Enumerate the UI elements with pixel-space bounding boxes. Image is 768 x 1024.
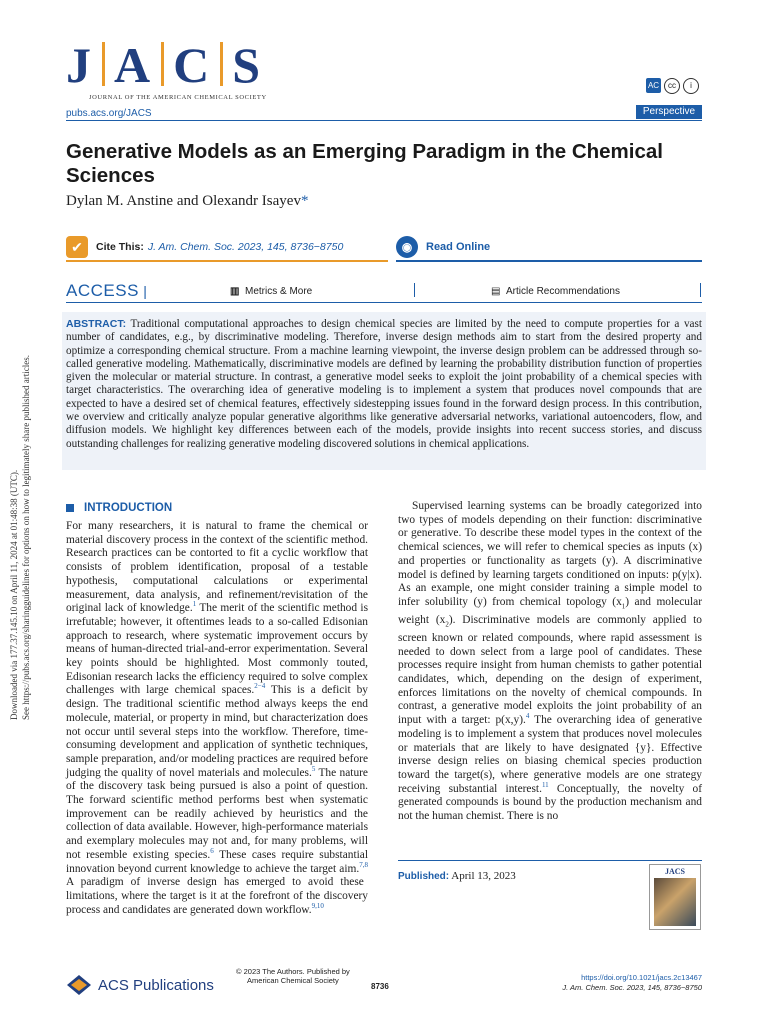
- read-online-button[interactable]: [396, 236, 490, 258]
- access-label: ACCESS |: [66, 281, 148, 300]
- acs-publications-logo[interactable]: [66, 974, 214, 996]
- citation-link[interactable]: 7,8: [359, 860, 368, 869]
- logo-letter: J: [66, 37, 93, 93]
- paragraph-text: This is a deficit by design. The traditional scientific method always keeps the end molecule, material, or property in mind, but characterization does not occur until several steps into the workflow. Therefore, time-consuming development and application of synthetic techniques, sample preparation, and/or modeling practices are required before judging the quality of novel materials and molecules.: [66, 684, 368, 779]
- access-divider: [700, 283, 701, 297]
- article-title: Generative Models as an Emerging Paradigm in the Chemical Sciences: [66, 140, 663, 187]
- logo-letter: C: [173, 37, 212, 93]
- citation-link[interactable]: 5: [311, 764, 316, 773]
- cite-this[interactable]: [66, 236, 343, 258]
- read-online-underline: [396, 260, 702, 262]
- access-rule: [66, 302, 702, 303]
- published-info: [398, 870, 516, 882]
- copyright-line: © 2023 The Authors. Published by: [236, 967, 350, 976]
- body-column-1: [66, 520, 368, 917]
- paragraph-text: The merit of the scientific method is irrefutable; however, it oftentimes leads to a so-called Edisonian approach to research, where systematic improvement occurs by means of human-directed trial-and-error experimentation. Several key points should be highlighted. Most commonly touted, Edisonian research lacks the efficiency required to solve complex challenges with large chemical spaces.: [66, 602, 368, 697]
- doi-link[interactable]: https://doi.org/10.1021/jacs.2c13467: [581, 973, 702, 982]
- metrics-button[interactable]: [230, 286, 312, 297]
- cite-reference[interactable]: J. Am. Chem. Soc. 2023, 145, 8736−8750: [147, 241, 344, 253]
- logo-letter: A: [114, 37, 153, 93]
- body-column-2: [398, 500, 702, 824]
- paragraph-text: A paradigm of inverse design has emerged to avoid these limitations, where the target is it at the forefront of the discovery process and candidates are generated down workflow.: [66, 876, 368, 916]
- journal-url-link[interactable]: pubs.acs.org/JACS: [66, 108, 152, 119]
- license-icons: [646, 78, 699, 94]
- acs-hexagon-icon: [66, 974, 92, 996]
- abstract: [66, 318, 702, 451]
- logo-divider: [161, 42, 164, 86]
- section-heading-introduction: [66, 502, 172, 514]
- published-label: Published:: [398, 871, 450, 882]
- paragraph-text: These cases require substantial innovation beyond current knowledge to achieve the target aim.: [66, 848, 368, 875]
- citation-link[interactable]: 6: [210, 847, 214, 856]
- citation-link[interactable]: 11: [541, 780, 549, 789]
- subscript: 2: [445, 620, 449, 629]
- citation-link[interactable]: 4: [525, 712, 530, 721]
- square-bullet-icon: [66, 504, 74, 512]
- download-notice: [8, 300, 32, 720]
- citation-link[interactable]: 2−4: [254, 682, 266, 691]
- download-line: Downloaded via 177.37.145.10 on April 11, 2024 at 01:48:38 (UTC).: [9, 469, 19, 720]
- authors: [66, 193, 308, 210]
- document-icon: ▤: [491, 286, 501, 297]
- cite-underline: [66, 260, 388, 262]
- acs-authorchoice-icon: AC: [646, 78, 661, 93]
- footer-citation: [520, 973, 702, 992]
- page-number: 8736: [371, 982, 389, 991]
- logo-letter: S: [232, 37, 263, 93]
- sharing-line[interactable]: See https://pubs.acs.org/sharingguidelines for options on how to legitimately share published articles.: [21, 354, 31, 720]
- recommendations-button[interactable]: [491, 286, 620, 297]
- author-names: Dylan M. Anstine and Olexandr Isayev: [66, 193, 301, 209]
- published-date: April 13, 2023: [451, 870, 516, 882]
- access-divider: [414, 283, 415, 297]
- corresponding-author-mark[interactable]: *: [300, 193, 309, 209]
- logo-divider: [102, 42, 105, 86]
- metrics-label: Metrics & More: [245, 286, 313, 297]
- paragraph-text: Conceptually, the novelty of generated compounds is bound by the production mechanism and not the human chemist. There is no: [398, 782, 703, 823]
- article-type-badge: Perspective: [636, 105, 702, 119]
- paragraph-text: The nature of the discovery task being pursued is also a point of question. The forward scientific method performs best when systematic improvement can be readily achieved by heuristics and the collection of data available. However, high-performance materials and exemplary molecules may not and, for many problems, will not resemble existing species.: [66, 766, 368, 861]
- read-online-label: Read Online: [426, 241, 491, 253]
- copyright: [236, 967, 350, 985]
- bar-chart-icon: ▥: [230, 286, 240, 297]
- journal-cover-thumbnail[interactable]: [649, 864, 701, 930]
- abstract-text: Traditional computational approaches to design chemical species are limited by the need to compute properties for a vast number of candidates, e.g., by discriminative modeling. Therefore, inverse design methods aim to start from the desired property and optimize a corresponding chemical structure. From a machine learning viewpoint, the inverse design problem can be addressed through so-called generative modeling. Mathematically, discriminative models are defined by learning the probability distribution function of properties given the molecular or material structure. In contrast, a generative model seeks to exploit the joint probability of a chemical species with target characteristics. The overarching idea of generative modeling is to implement a system that produces novel compounds that are expected to have a desired set of chemical features, effectively sidestepping issues found in the forward design process. In this contribution, we overview and critically analyze popular generative algorithms like generative adversarial networks, variational autoencoders, flow, and diffusion models. We highlight key differences between each of the models, provide insights into recent success stories, and discuss outstanding challenges for realizing generative modeling discovered solutions in chemical applications.: [66, 318, 702, 450]
- cover-image: [654, 878, 696, 926]
- abstract-label: ABSTRACT:: [66, 318, 127, 330]
- paragraph-text: Supervised learning systems can be broadly categorized into two types of models depending on their function: discriminative or generative. To describe these model types in the context of the chemical sciences, we will refer to chemical species as inputs (x) and properties or functionality as targets (y). A discriminative model is defined by learning targets conditioned on inputs: p(y|x). As an example, one might consider training a simple model to infer solubility (y) from chemical topology (x: [398, 500, 702, 608]
- publisher-name: ACS Publications: [98, 976, 214, 994]
- paragraph-text: The overarching idea of generative modeling is to implement a system that produces novel molecules or materials that are likely to have designated {y}. Effective inverse design relies on biasing chemical species production toward the target(s), where generative models are one strategy receiving substantial interest.: [398, 714, 702, 795]
- recommendations-label: Article Recommendations: [506, 286, 620, 297]
- heading-text: INTRODUCTION: [84, 502, 173, 514]
- citation-link[interactable]: 9,10: [311, 901, 324, 910]
- paragraph-text: ). Discriminative models are commonly applied to screen known or related compounds, where rapid assessment is needed to down select from a large pool of candidates. These processes require insight from human chemists to gather potential candidates, which, depending on the design of experiment, enforces limitations on the novelty of chemical compounds. In contrast, a generative model exploits the joint probability of an input with a target: p(x,y).: [398, 613, 702, 727]
- header-rule: [66, 120, 702, 121]
- journal-name: JOURNAL OF THE AMERICAN CHEMICAL SOCIETY: [89, 94, 267, 101]
- subscript: 1: [621, 602, 626, 611]
- cc-icon: cc: [664, 78, 680, 94]
- access-text: ACCESS: [66, 281, 139, 300]
- published-rule: [398, 860, 702, 861]
- paragraph-text: For many researchers, it is natural to frame the chemical or material discovery process in the context of the scientific method. Research practices can be contorted to fit a cyclic workflow that consists of problem identification, proposal of a testable hypothesis, computational calculations or experimental measurement, data analysis, and refinement/revisitation of the original lack of knowledge.: [66, 520, 368, 615]
- cover-label: JACS: [664, 867, 685, 876]
- footer-reference: J. Am. Chem. Soc. 2023, 145, 8736−8750: [562, 982, 702, 992]
- paragraph-text: ) and molecular weight (x: [398, 595, 702, 626]
- cite-label: Cite This:: [96, 241, 144, 253]
- globe-icon: ◉: [396, 236, 418, 258]
- copyright-line: American Chemical Society: [247, 976, 339, 985]
- journal-logo: [66, 37, 263, 93]
- citation-link[interactable]: 1: [192, 600, 197, 609]
- check-icon: ✔: [66, 236, 88, 258]
- by-icon: i: [683, 78, 699, 94]
- logo-divider: [220, 42, 223, 86]
